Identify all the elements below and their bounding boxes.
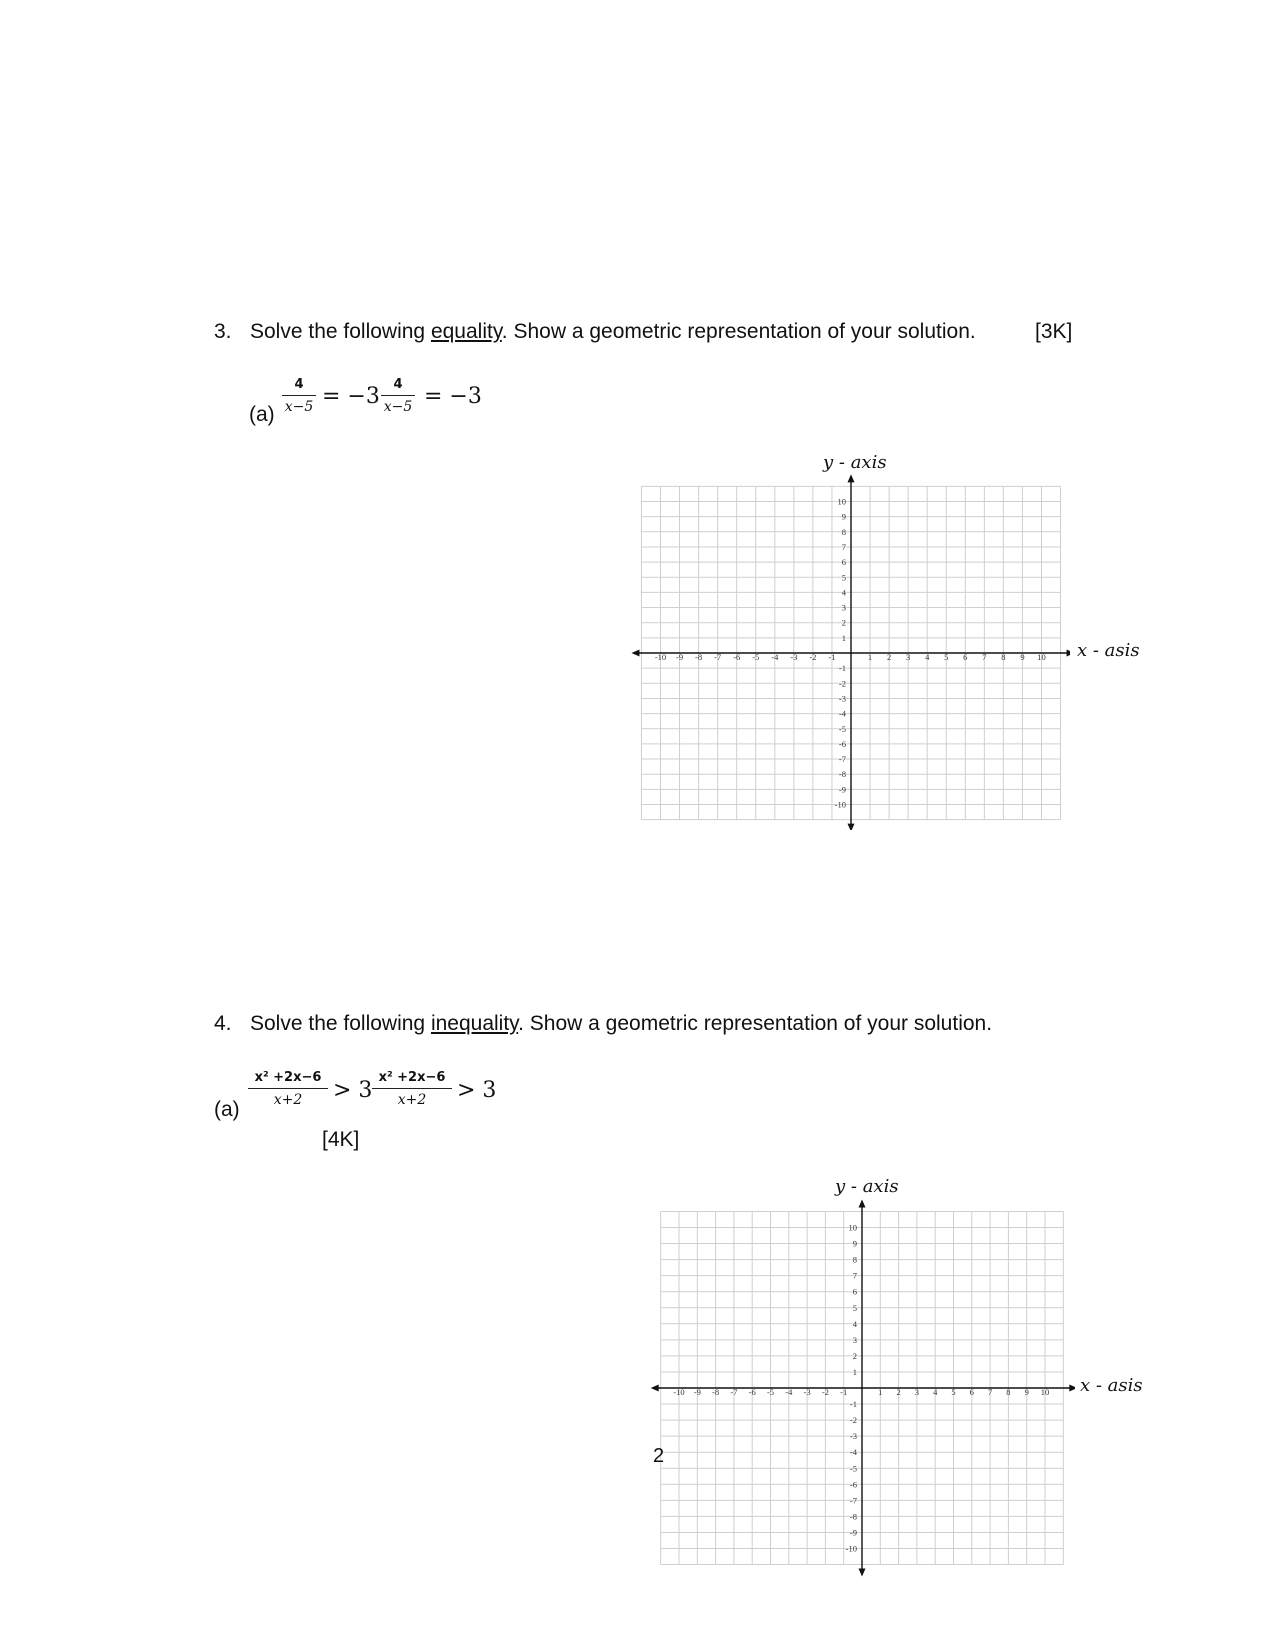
x-tick-label: -5 [752,652,760,662]
y-tick-label: -10 [845,1543,857,1554]
y-tick-label: -2 [849,1415,857,1426]
x-tick-label: 10 [1040,1387,1050,1397]
y-tick-label: -4 [849,1447,857,1458]
x-tick-label: 8 [1006,1387,1011,1397]
x-axis-right-arrow [1069,1385,1075,1392]
q4-relation-copy: > 3 [457,1078,497,1103]
x-tick-label: -8 [712,1387,720,1397]
x-tick-label: 4 [925,652,930,662]
x-tick-label: 5 [944,652,949,662]
x-tick-label: 3 [906,652,911,662]
y-tick-label: 2 [852,1350,857,1361]
y-tick-label: -4 [838,708,846,719]
x-tick-label: -10 [654,652,667,662]
y-axis-top-arrow [848,474,855,482]
x-tick-label: 6 [969,1387,974,1397]
q4-part-a-label: (a) [214,1098,240,1121]
y-tick-label: -1 [838,663,846,674]
y-tick-label: 3 [852,1334,857,1345]
y-tick-label: 1 [841,632,846,643]
y-tick-label: 8 [852,1254,857,1265]
x-tick-label: 5 [951,1387,956,1397]
y-axis-bottom-arrow [859,1569,866,1577]
q4-numerator: x² +2x−6 [254,1070,322,1085]
q3-denominator-copy: x−5 [383,399,413,415]
y-tick-label: 6 [852,1286,857,1297]
y-tick-label: -7 [849,1495,857,1506]
y-tick-label: -8 [849,1511,857,1522]
x-tick-label: -1 [840,1387,848,1397]
x-tick-label: -4 [771,652,779,662]
x-tick-label: -9 [676,652,684,662]
y-tick-label: 5 [841,572,846,583]
x-tick-label: 3 [914,1387,920,1397]
y-tick-label: 4 [852,1318,857,1329]
y-axis-bottom-arrow [848,824,855,830]
x-axis-right-arrow [1067,650,1070,657]
x-tick-label: -5 [766,1387,775,1397]
y-tick-label: 10 [848,1222,857,1233]
x-tick-label: -6 [733,652,741,662]
x-tick-label: 10 [1037,652,1046,662]
y-tick-label: -6 [849,1479,857,1490]
q4-prompt [250,1012,992,1036]
q3-part-a-label: (a) [249,403,275,426]
q3-numerator: 4 [294,377,304,392]
x-tick-label: 6 [963,652,968,662]
y-tick-label: 7 [852,1270,857,1281]
x-tick-label: 1 [878,1387,883,1397]
q4-numerator-copy: x² +2x−6 [378,1070,446,1085]
x-tick-label: -2 [809,652,817,662]
y-tick-label: 9 [852,1238,857,1249]
y-tick-label: 5 [852,1302,857,1313]
q3-keyword: equality [430,320,502,343]
x-tick-label: 9 [1024,1387,1029,1397]
graph2-coordinate-grid[interactable] [645,1195,1075,1650]
q3-fraction-bar [282,395,316,396]
q4-fraction-bar-copy [372,1088,452,1089]
q3-prompt [250,320,976,344]
page-number: 2 [653,1445,665,1467]
y-tick-label: 8 [841,526,846,537]
x-tick-label: 1 [867,652,873,662]
y-tick-label: 6 [841,557,846,568]
x-tick-label: -7 [714,652,722,662]
q4-prompt-start: Solve the following [250,1012,431,1035]
y-tick-label: -3 [849,1431,857,1442]
graph1-y-axis-label: y - axis [823,452,887,473]
q4-fraction [248,1070,328,1108]
y-tick-label: -9 [838,784,846,795]
x-tick-label: 7 [987,1387,993,1397]
q4-keyword: inequality [430,1012,519,1035]
y-tick-label: 9 [841,511,846,522]
graph2-y-axis-label: y - axis [835,1176,899,1197]
q3-denominator: x−5 [284,399,314,415]
y-axis-top-arrow [859,1199,866,1207]
q3-number: 3. [214,320,232,343]
y-tick-label: 4 [841,587,846,598]
y-tick-label: 10 [837,496,846,507]
q3-prompt-end: . Show a geometric representation of your solution. [501,320,976,343]
x-tick-label: -10 [673,1387,685,1397]
q3-relation-copy: = −3 [424,384,482,409]
x-tick-label: -3 [803,1387,811,1397]
q4-fraction-bar [248,1088,328,1089]
q3-fraction-bar-copy [381,395,415,396]
q4-number: 4. [214,1012,232,1035]
y-tick-label: 3 [841,602,846,613]
y-tick-label: -5 [849,1463,857,1474]
x-tick-label: 4 [933,1387,938,1397]
q4-prompt-end: . Show a geometric representation of your solution. [518,1012,993,1035]
x-tick-label: -6 [748,1387,756,1397]
y-tick-label: -3 [838,693,846,704]
y-tick-label: -1 [849,1399,857,1410]
x-axis-left-arrow [651,1385,659,1392]
y-tick-label: 7 [841,541,846,552]
y-tick-label: 2 [841,617,846,628]
y-tick-label: -2 [838,678,846,689]
x-tick-label: -7 [730,1387,738,1397]
x-tick-label: -4 [785,1387,793,1397]
q4-relation: > 3 [333,1078,373,1103]
x-tick-label: 8 [1001,652,1006,662]
x-axis-left-arrow [631,650,639,657]
y-tick-label: 1 [852,1366,857,1377]
y-tick-label: -8 [838,769,846,780]
q4-denominator: x+2 [273,1092,303,1108]
x-tick-label: -1 [828,652,836,662]
q3-fraction [282,377,316,415]
graph1-coordinate-grid[interactable] [630,470,1070,830]
x-tick-label: 2 [886,652,892,662]
q3-marks: [3K] [1035,320,1073,343]
y-tick-label: -6 [838,738,846,749]
graph2-x-axis-label: x - asis [1080,1375,1143,1396]
y-tick-label: -5 [838,723,846,734]
q3-numerator-copy: 4 [393,377,403,392]
q3-fraction-copy [381,377,415,415]
x-tick-label: 9 [1020,652,1025,662]
x-tick-label: -8 [695,652,703,662]
q4-fraction-copy [372,1070,452,1108]
q3-prompt-start: Solve the following [250,320,431,343]
x-tick-label: 7 [982,652,987,662]
q3-relation: = −3 [322,384,380,409]
x-tick-label: 2 [896,1387,901,1397]
y-tick-label: -10 [834,799,846,810]
x-tick-label: -2 [821,1387,829,1397]
graph1-x-axis-label: x - asis [1077,640,1140,661]
q4-denominator-copy: x+2 [397,1092,427,1108]
y-tick-label: -7 [838,754,846,765]
x-tick-label: -9 [693,1387,701,1397]
x-tick-label: -3 [790,652,798,662]
q4-marks: [4K] [322,1128,360,1151]
y-tick-label: -9 [849,1527,857,1538]
